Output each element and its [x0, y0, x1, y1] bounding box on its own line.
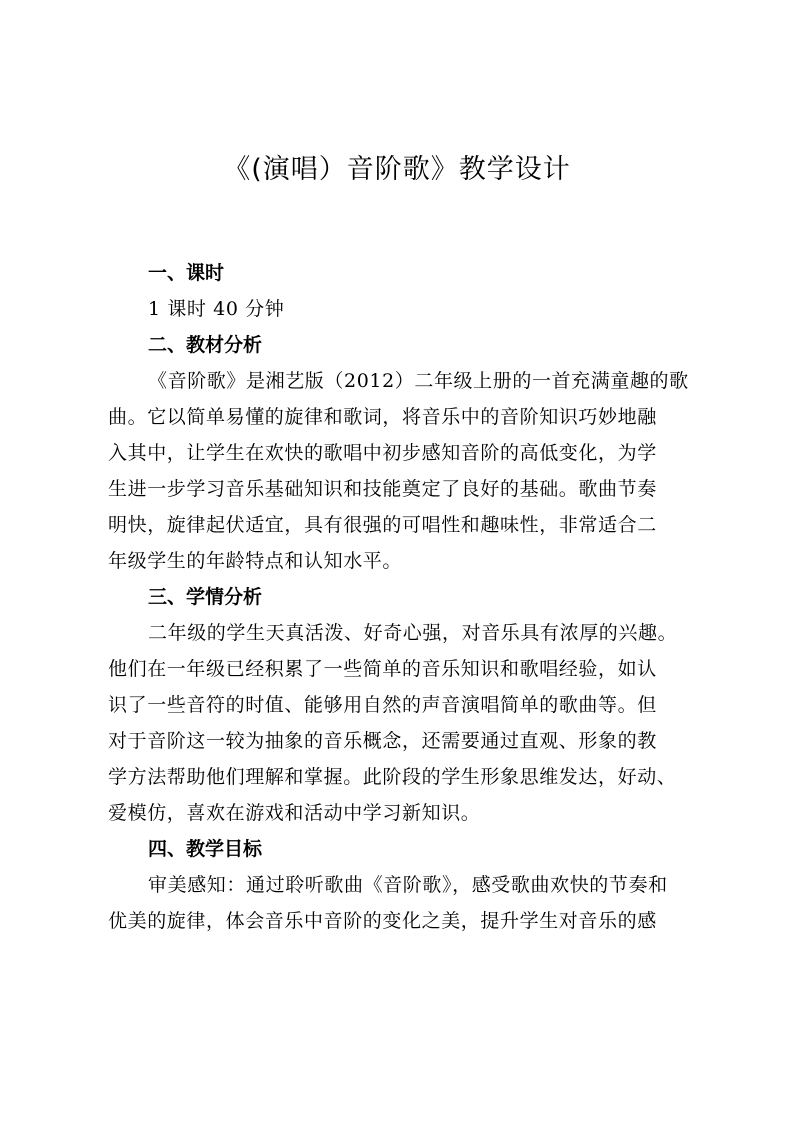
document-body — [108, 255, 698, 939]
paragraph-line: 入其中，让学生在欢快的歌唱中初步感知音阶的高低变化，为学 — [108, 442, 657, 464]
paragraph-line: 爱模仿，喜欢在游戏和活动中学习新知识。 — [108, 802, 481, 824]
paragraph-line: 他们在一年级已经积累了一些简单的音乐知识和歌唱经验，如认 — [108, 658, 657, 680]
paragraph-line: 曲。它以简单易懂的旋律和歌词，将音乐中的音阶知识巧妙地融 — [108, 406, 657, 428]
paragraph-line: 对于音阶这一较为抽象的音乐概念，还需要通过直观、形象的教 — [108, 730, 657, 752]
section-heading-class-hours: 一、课时 — [148, 262, 225, 284]
paragraph-line: 年级学生的年龄特点和认知水平。 — [108, 550, 403, 572]
paragraph-line: 明快，旋律起伏适宜，具有很强的可唱性和趣味性，非常适合二 — [108, 514, 657, 536]
section-heading-material-analysis: 二、教材分析 — [148, 334, 263, 356]
paragraph-line: 《音阶歌》是湘艺版（2012）二年级上册的一首充满童趣的歌 — [148, 370, 689, 392]
section-heading-student-analysis: 三、学情分析 — [148, 586, 263, 608]
paragraph-line: 识了一些音符的时值、能够用自然的声音演唱简单的歌曲等。但 — [108, 694, 657, 716]
class-hours-text: 1 课时 40 分钟 — [148, 298, 285, 320]
document-title: 《(演唱）音阶歌》教学设计 — [223, 154, 571, 185]
paragraph-line: 审美感知：通过聆听歌曲《音阶歌》，感受歌曲欢快的节奏和 — [148, 874, 668, 896]
paragraph-line: 生进一步学习音乐基础知识和技能奠定了良好的基础。歌曲节奏 — [108, 478, 657, 500]
paragraph-line: 优美的旋律，体会音乐中音阶的变化之美，提升学生对音乐的感 — [108, 910, 657, 932]
paragraph-line: 二年级的学生天真活泼、好奇心强，对音乐具有浓厚的兴趣。 — [148, 622, 678, 644]
paragraph-line: 学方法帮助他们理解和掌握。此阶段的学生形象思维发达，好动、 — [108, 766, 677, 788]
section-heading-teaching-objectives: 四、教学目标 — [148, 838, 263, 860]
